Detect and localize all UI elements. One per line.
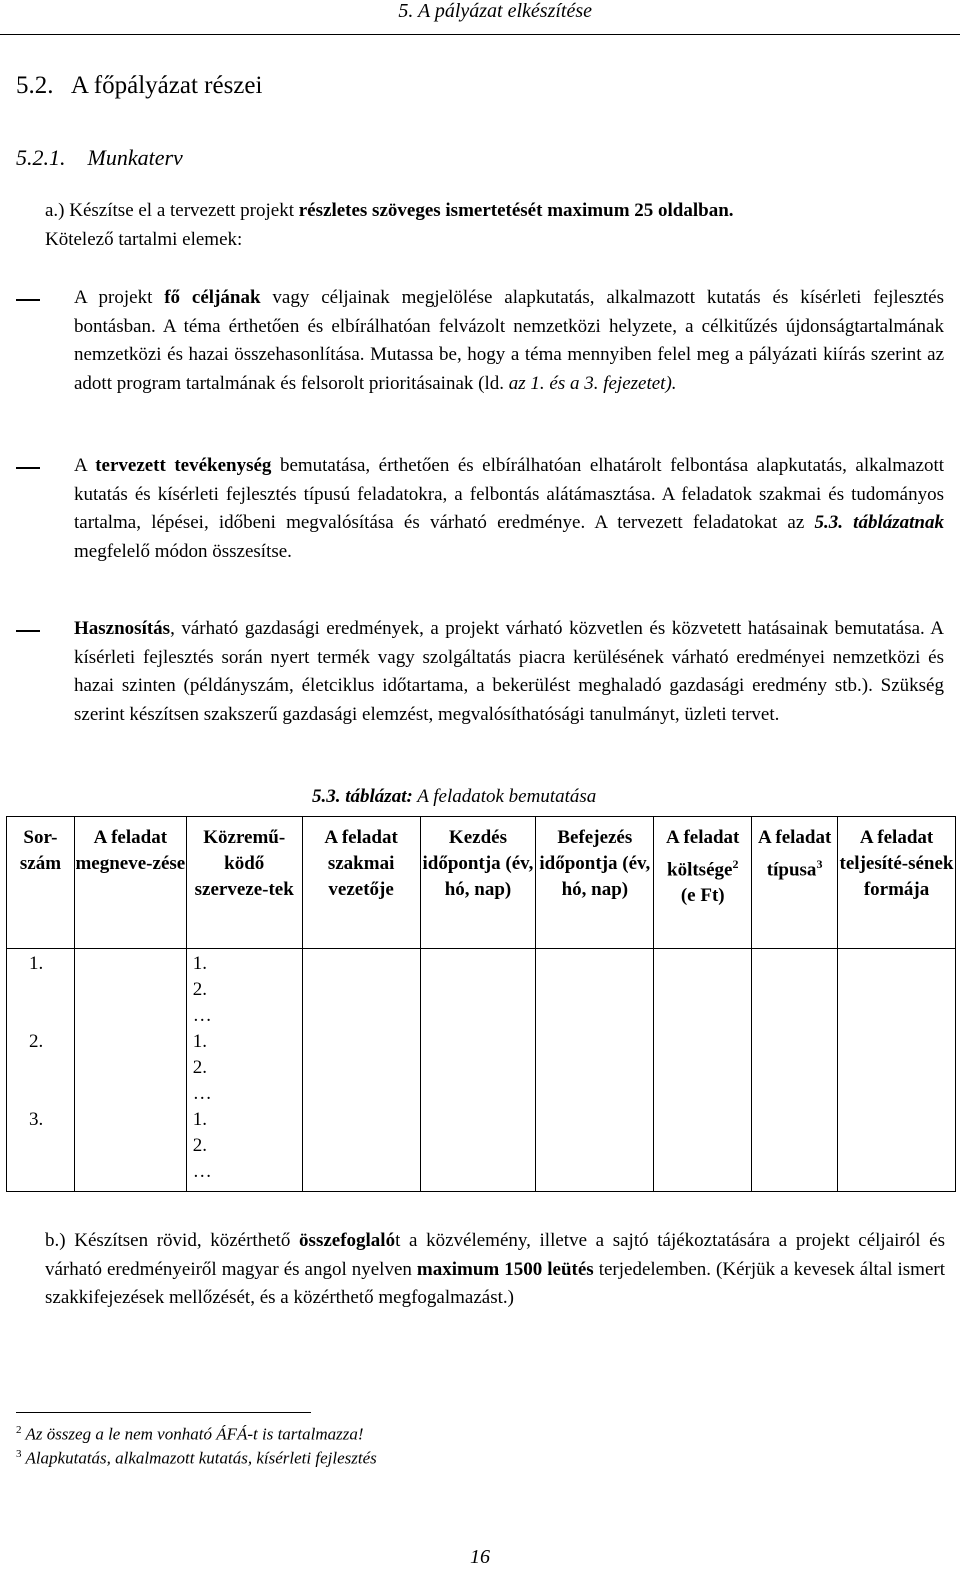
page-number: 16 xyxy=(470,1546,490,1568)
bullet-paragraph: A tervezett tevékenység bemutatása, érthetően és elbírálhatóan elhatárolt felbontása alapkutatás, alkalmazott kutatás és kísérleti fejlesztés típusú feladatokra, a felbontás alátámasztása. A feladatok szakmai és tudományos tartalma, lépései, időbeni megvalósítása és várható eredménye. A tervezett feladatokat az 5.3. táblázatnak megfelelő módon összesítse. xyxy=(74,455,945,562)
cost-cell xyxy=(654,949,752,1192)
row-number: 2. xyxy=(29,1031,44,1052)
sub-item: … xyxy=(192,1005,212,1026)
row-number: 3. xyxy=(29,1109,44,1130)
section-heading xyxy=(16,72,262,100)
footnote-rule xyxy=(16,1412,311,1413)
header-task-name: A feladat megneve-zése xyxy=(74,817,186,949)
section-title: A főpályázat részei xyxy=(70,72,263,99)
header-lead: A feladat szakmai vezetője xyxy=(302,817,420,949)
header-end: Befejezés időpontja (év, hó, nap) xyxy=(536,817,654,949)
sub-item: 2. xyxy=(192,1057,208,1078)
table-caption: 5.3. táblázat: A feladatok bemutatása xyxy=(312,786,597,807)
header-start: Kezdés időpontja (év, hó, nap) xyxy=(420,817,536,949)
sub-item: 2. xyxy=(192,1135,208,1156)
part-b-paragraph: b.) Készítsen rövid, közérthető összefoglalót a közvélemény, illetve a sajtó tájékoztatására a projekt céljairól és várható eredményeiről magyar és angol nyelven maximum 1500 leütés terjedelemben. (Kérjük a kevesek által ismert szakkifejezések mellőzését, és a közérthető megfogalmazást.) xyxy=(45,1230,945,1308)
sub-item: 1. xyxy=(192,1031,208,1052)
bullet-paragraph: Hasznosítás, várható gazdasági eredmények, a projekt várható közvetlen és közvetett hatásainak bemutatása. A kísérleti fejlesztés során nyert termék vagy szolgáltatás piacra kerülésének várható eredményei nemzetközi és hazai szinten (példányszám, életciklus időtartama, a bekerülést meghaladó gazdasági eredmény stb.). Szükség szerint készítsen szakszerű gazdasági elemzést, megvalósíthatósági tanulmányt, üzleti tervet. xyxy=(74,618,944,725)
sub-item: 2. xyxy=(192,979,208,1000)
header-participants: Közremű-ködő szerveze-tek xyxy=(186,817,302,949)
subsection-title: Munkaterv xyxy=(87,145,183,170)
completion-cell xyxy=(838,949,956,1192)
sub-item: … xyxy=(192,1083,212,1104)
sub-item: … xyxy=(192,1161,212,1182)
section-number: 5.2. xyxy=(16,72,54,99)
task-name-cell xyxy=(74,949,186,1192)
header-rule xyxy=(0,34,960,35)
footnote-3: $^3$ Alapkutatás, alkalmazott kutatás, kísérleti fejlesztés xyxy=(16,1448,377,1468)
header-cost: A feladat költsége$^2$ (e Ft) xyxy=(654,817,752,949)
subsection-heading xyxy=(16,145,183,171)
part-a-lead: a.) Készítse el a tervezett projekt részletes szöveges ismertetését maximum 25 oldalban. Kötelező tartalmi elemek: xyxy=(45,200,734,250)
sub-item: 1. xyxy=(192,953,208,974)
header-completion: A feladat teljesíté-sének formája xyxy=(838,817,956,949)
end-cell xyxy=(536,949,654,1192)
table-header-row xyxy=(7,817,956,949)
bullet-dash xyxy=(16,630,40,632)
type-cell xyxy=(752,949,838,1192)
table-body-row xyxy=(7,949,956,1192)
start-cell xyxy=(420,949,536,1192)
lead-cell xyxy=(302,949,420,1192)
task-table xyxy=(6,816,956,1192)
footnote-2: $^2$ Az összeg a le nem vonható ÁFÁ-t is tartalmazza! xyxy=(16,1424,364,1444)
part-a-lead-bold: részletes szöveges ismertetését maximum 25 oldalban. xyxy=(298,200,734,221)
subsection-number: 5.2.1. xyxy=(16,145,66,170)
row-number: 1. xyxy=(29,953,44,974)
bullet-dash xyxy=(16,299,40,301)
header-type: A feladat típusa$^3$ xyxy=(752,817,838,949)
sub-item: 1. xyxy=(192,1109,208,1130)
participants-cell xyxy=(186,949,302,1192)
running-header: 5. A pályázat elkészítése xyxy=(398,0,592,22)
bullet-paragraph: A projekt fő céljának vagy céljainak megjelölése alapkutatás, alkalmazott kutatás és kísérleti fejlesztés bontásban. A téma érthetően és elbírálhatóan felvázolt nemzetközi helyzete, a célkitűzés újdonságtartalmának nemzetközi és hazai összehasonlítása. Mutassa be, hogy a téma mennyiben felel meg a pályázati kiírás szerint az adott program tartalmának és felsorolt prioritásainak (ld. az 1. és a 3. fejezetet). xyxy=(74,287,944,394)
bullet-dash xyxy=(16,467,40,469)
mandatory-label: Kötelező tartalmi elemek: xyxy=(45,228,243,250)
row-number-cell xyxy=(7,949,75,1192)
header-row-number: Sor-szám xyxy=(7,817,75,949)
